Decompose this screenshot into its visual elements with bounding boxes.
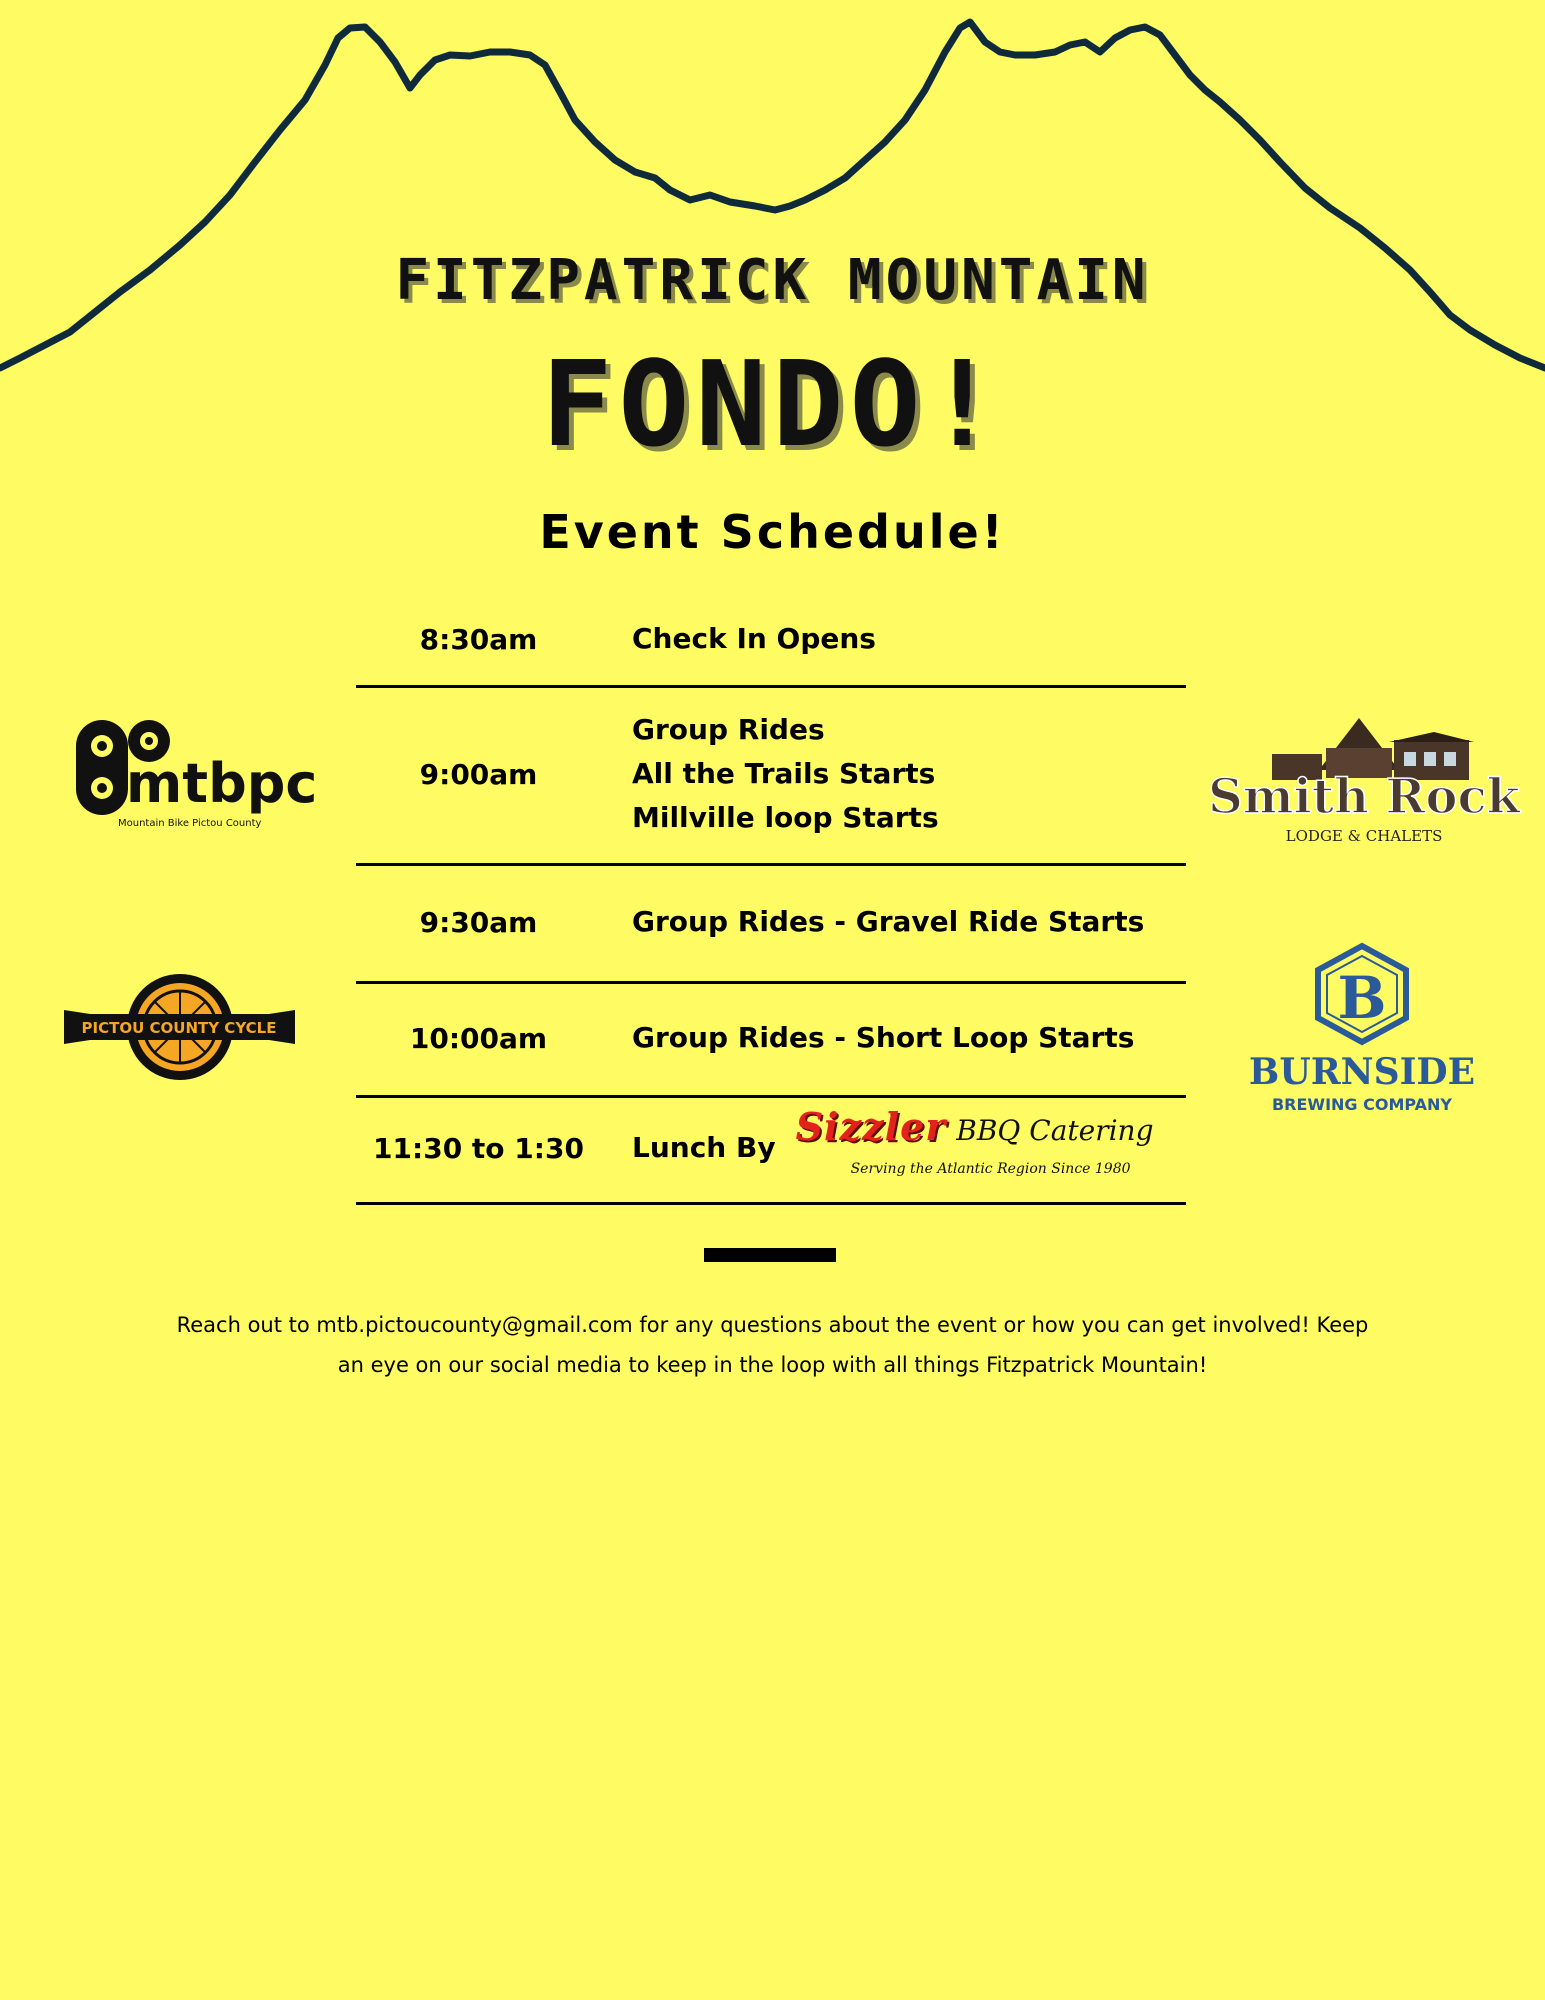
schedule-desc	[601, 900, 1144, 944]
burnside-logo	[1250, 940, 1475, 1120]
schedule-row	[356, 900, 1186, 944]
burnside-hexagon-icon	[1318, 946, 1406, 1042]
schedule-desc-line: Lunch By	[632, 1131, 776, 1164]
sizzler-name: Sizzler	[795, 1104, 947, 1149]
schedule-time: 10:00am	[409, 1021, 548, 1055]
smith-rock-logo	[1208, 710, 1520, 850]
schedule-desc-line: Group Rides - Gravel Ride Starts	[632, 905, 1145, 938]
event-title-line2: FONDO!	[541, 335, 1004, 473]
schedule-row	[356, 708, 1186, 840]
mtbpc-tagline: Mountain Bike Pictou County	[118, 818, 262, 829]
schedule-desc	[601, 1105, 1154, 1191]
divider	[356, 1095, 1186, 1098]
divider	[356, 1202, 1186, 1205]
event-title-line1: FITZPATRICK MOUNTAIN	[395, 248, 1150, 313]
mtbpc-logo	[68, 712, 318, 837]
schedule-desc	[601, 708, 939, 840]
schedule-desc-line: Check In Opens	[632, 622, 876, 655]
schedule-desc-line: Group Rides	[632, 713, 825, 746]
separator-bar	[704, 1248, 836, 1262]
schedule-desc-line: All the Trails Starts	[632, 757, 936, 790]
schedule-time: 11:30 to 1:30	[373, 1131, 584, 1165]
sizzler-service: BBQ Catering	[956, 1114, 1154, 1147]
schedule-row	[356, 617, 1186, 661]
pictou-county-cycle-logo	[62, 970, 297, 1085]
mountain-outline	[0, 0, 1545, 380]
burnside-name: BURNSIDE	[1248, 1051, 1476, 1093]
sizzler-logo	[796, 1105, 1154, 1191]
burnside-tagline: BREWING COMPANY	[1271, 1095, 1453, 1114]
footer-text: Reach out to mtb.pictoucounty@gmail.com for any questions about the event or how you can get involved! Keep an eye on our social media to keep in the loop with all things Fitzpatrick Mountain!	[176, 1313, 1369, 1377]
schedule-time: 8:30am	[419, 622, 538, 656]
schedule-row	[356, 1016, 1186, 1060]
mtbpc-name: mtbpc	[126, 752, 318, 815]
svg-text:B: B	[1337, 964, 1387, 1032]
divider	[356, 981, 1186, 984]
divider	[356, 863, 1186, 866]
sizzler-tagline: Serving the Atlantic Region Since 1980	[850, 1161, 1131, 1177]
smith-rock-name: Smith Rock	[1208, 769, 1520, 825]
divider	[356, 685, 1186, 688]
schedule-time: 9:30am	[419, 905, 538, 939]
pictou-cycle-name: PICTOU COUNTY CYCLE	[81, 1019, 277, 1037]
smith-rock-tagline: LODGE & CHALETS	[1285, 827, 1443, 845]
schedule-desc-line: Millville loop Starts	[632, 801, 939, 834]
schedule-desc	[601, 617, 876, 661]
schedule-desc	[601, 1016, 1134, 1060]
schedule-row	[356, 1104, 1186, 1177]
schedule-time: 9:00am	[419, 757, 538, 791]
schedule-heading: Event Schedule!	[539, 505, 1006, 559]
schedule-desc-line: Group Rides - Short Loop Starts	[632, 1021, 1135, 1054]
